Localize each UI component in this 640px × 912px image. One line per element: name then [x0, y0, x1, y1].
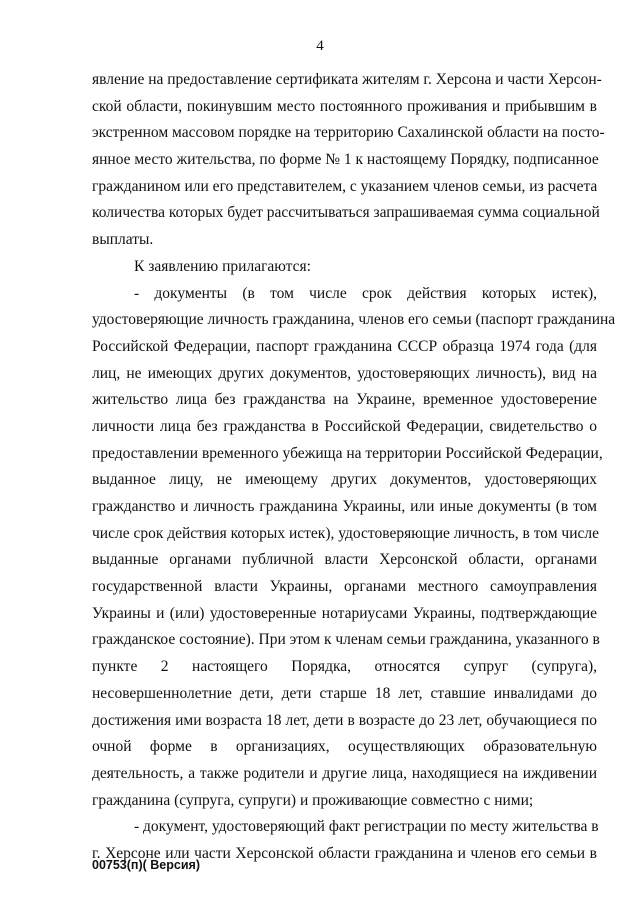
text-line: удостоверяющие личность гражданина, членов его семьи (паспорт гражданина: [92, 311, 616, 329]
text-line: - документ, удостоверяющий факт регистрации по месту жительства в: [134, 818, 599, 836]
document-body: [92, 67, 616, 868]
text-line: количества которых будет рассчитываться запрашиваемая сумма социальной: [92, 204, 600, 222]
text-line: деятельность, а также родители и другие лица, находящиеся на иждивении: [92, 764, 597, 782]
text-line: выданное лицу, не имеющему других документов, удостоверяющих: [92, 471, 597, 489]
text-line: несовершеннолетние дети, дети старше 18 лет, ставшие инвалидами до: [92, 684, 597, 702]
text-line: гражданское состояние). При этом к членам семьи гражданина, указанного в: [92, 631, 600, 649]
text-line: очной форме в организациях, осуществляющих образовательную: [92, 738, 597, 756]
text-line: - документы (в том числе срок действия которых истек),: [134, 284, 597, 302]
text-line: лиц, не имеющих других документов, удостоверяющих личность), вид на: [92, 364, 597, 382]
text-line: янное место жительства, по форме № 1 к настоящему Порядку, подписанное: [92, 151, 599, 169]
text-line: Российской Федерации, паспорт гражданина СССР образца 1974 года (для: [92, 337, 597, 355]
text-line: гражданство и личность гражданина Украины, или иные документы (в том: [92, 498, 597, 515]
text-line: ской области, покинувшим место постоянного проживания и прибывшим в: [92, 97, 597, 115]
text-line: государственной власти Украины, органами местного самоуправления: [92, 578, 597, 596]
text-line: явление на предоставление сертификата жителям г. Херсона и части Херсон-: [92, 71, 602, 88]
text-line: гражданина (супруга, супруги) и проживающие совместно с ними;: [92, 791, 534, 809]
text-line: пункте 2 настоящего Порядка, относятся супруг (супруга),: [92, 658, 597, 676]
text-line: выплаты.: [92, 231, 154, 249]
text-line: г. Херсоне или части Херсонской области гражданина и членов его семьи в: [92, 844, 597, 862]
text-line: числе срок действия которых истек), удостоверяющие личность, в том числе: [92, 524, 600, 542]
document-footer-code: 00753(п)( Версия): [92, 858, 200, 872]
text-line: гражданином или его представителем, с указанием членов семьи, из расчета: [92, 177, 598, 195]
text-line: личности лица без гражданства в Российской Федерации, свидетельство о: [92, 417, 597, 435]
text-line: экстренном массовом порядке на территорию Сахалинской области на посто-: [92, 124, 605, 142]
page-number: 4: [316, 38, 324, 54]
text-line: выданные органами публичной власти Херсонской области, органами: [92, 551, 597, 569]
text-line: К заявлению прилагаются:: [134, 257, 311, 275]
text-line: достижения ими возраста 18 лет, дети в возрасте до 23 лет, обучающиеся по: [92, 711, 597, 729]
text-line: Украины и (или) удостоверенные нотариусами Украины, подтверждающие: [92, 604, 597, 622]
text-line: предоставлении временного убежища на территории Российской Федерации,: [92, 444, 603, 462]
text-line: жительство лица без гражданства на Украине, временное удостоверение: [92, 391, 597, 409]
